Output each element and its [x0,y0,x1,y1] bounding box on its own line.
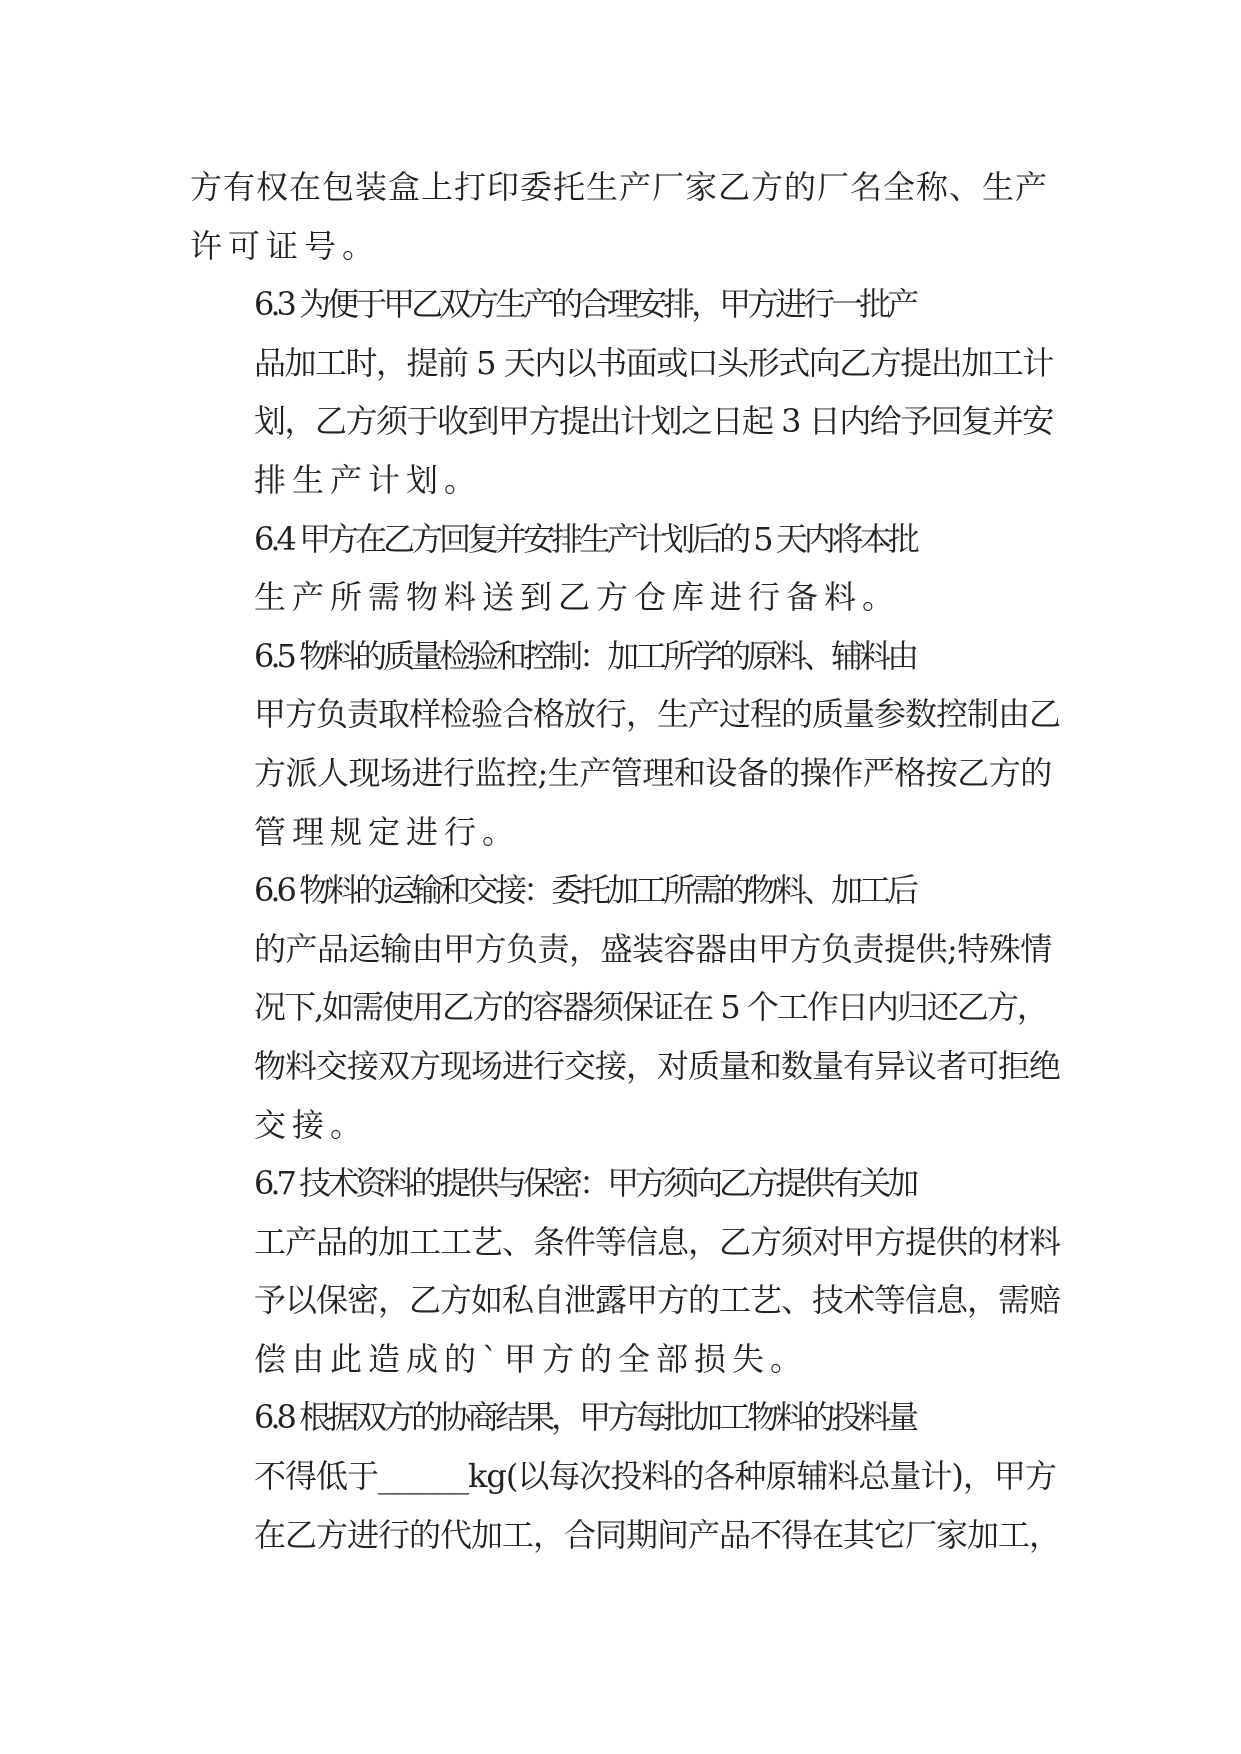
text-line: 方派人现场进行监控;生产管理和设备的操作严格按乙方的 [254,753,1052,792]
text-line: 工产品的加工工艺、条件等信息，乙方须对甲方提供的材料 [254,1222,1061,1261]
text-line: 许可证号。 [190,226,381,265]
text-line: 物料交接双方现场进行交接，对质量和数量有异议者可拒绝 [254,1046,1061,1085]
text-line: 6.5 物料的质量检验和控制：加工所学的原料、辅料由 [254,636,916,675]
text-line: 划，乙方须于收到甲方提出计划之日起 3 日内给予回复并安 [254,402,1053,441]
text-line: 的产品运输由甲方负责，盛装容器由甲方负责提供;特殊情 [254,929,1052,968]
text-line: 不得低于______kg(以每次投料的各种原辅料总量计)，甲方 [254,1457,1056,1496]
paragraph-continuation [190,158,1060,275]
paragraph-clause-6-4 [190,510,1060,627]
text-line: 管理规定进行。 [254,812,521,851]
text-line: 生产所需物料送到乙方仓库进行备料。 [254,578,901,617]
paragraph-clause-6-5 [190,627,1060,861]
text-line: 方有权在包装盒上打印委托生产厂家乙方的厂名全称、生产 [190,168,1049,206]
paragraph-clause-6-8 [190,1388,1060,1564]
text-line: 甲方负责取样检验合格放行，生产过程的质量参数控制由乙 [254,695,1061,734]
text-line: 6.7 技术资料的提供与保密：甲方须向乙方提供有关加 [254,1164,916,1203]
document-body [190,158,1060,1564]
text-line: 排生产计划。 [254,460,483,499]
text-line: 予以保密，乙方如私自泄露甲方的工艺、技术等信息，需赔 [254,1281,1061,1320]
text-line: 在乙方进行的代加工，合同期间产品不得在其它厂家加工， [254,1515,1061,1554]
text-line: 偿由此造成的`甲方的全部损失。 [254,1339,809,1378]
text-line: 况下,如需使用乙方的容器须保证在 5 个工作日内归还乙方， [254,988,1047,1027]
text-line: 品加工时，提前 5 天内以书面或口头形式向乙方提出加工计 [254,343,1053,382]
paragraph-clause-6-7 [190,1154,1060,1388]
paragraph-clause-6-3 [190,275,1060,509]
paragraph-clause-6-6 [190,861,1060,1154]
text-line: 6.3 为便于甲乙双方生产的合理安排，甲方进行一批产 [254,285,916,324]
text-line: 6.6 物料的运输和交接：委托加工所需的物料、加工后 [254,871,916,910]
text-line: 6.8 根据双方的协商结果，甲方每批加工物料的投料量 [254,1398,916,1437]
text-line: 交接。 [254,1105,369,1144]
text-line: 6.4 甲方在乙方回复并安排生产计划后的 5 天内将本批 [254,519,916,558]
